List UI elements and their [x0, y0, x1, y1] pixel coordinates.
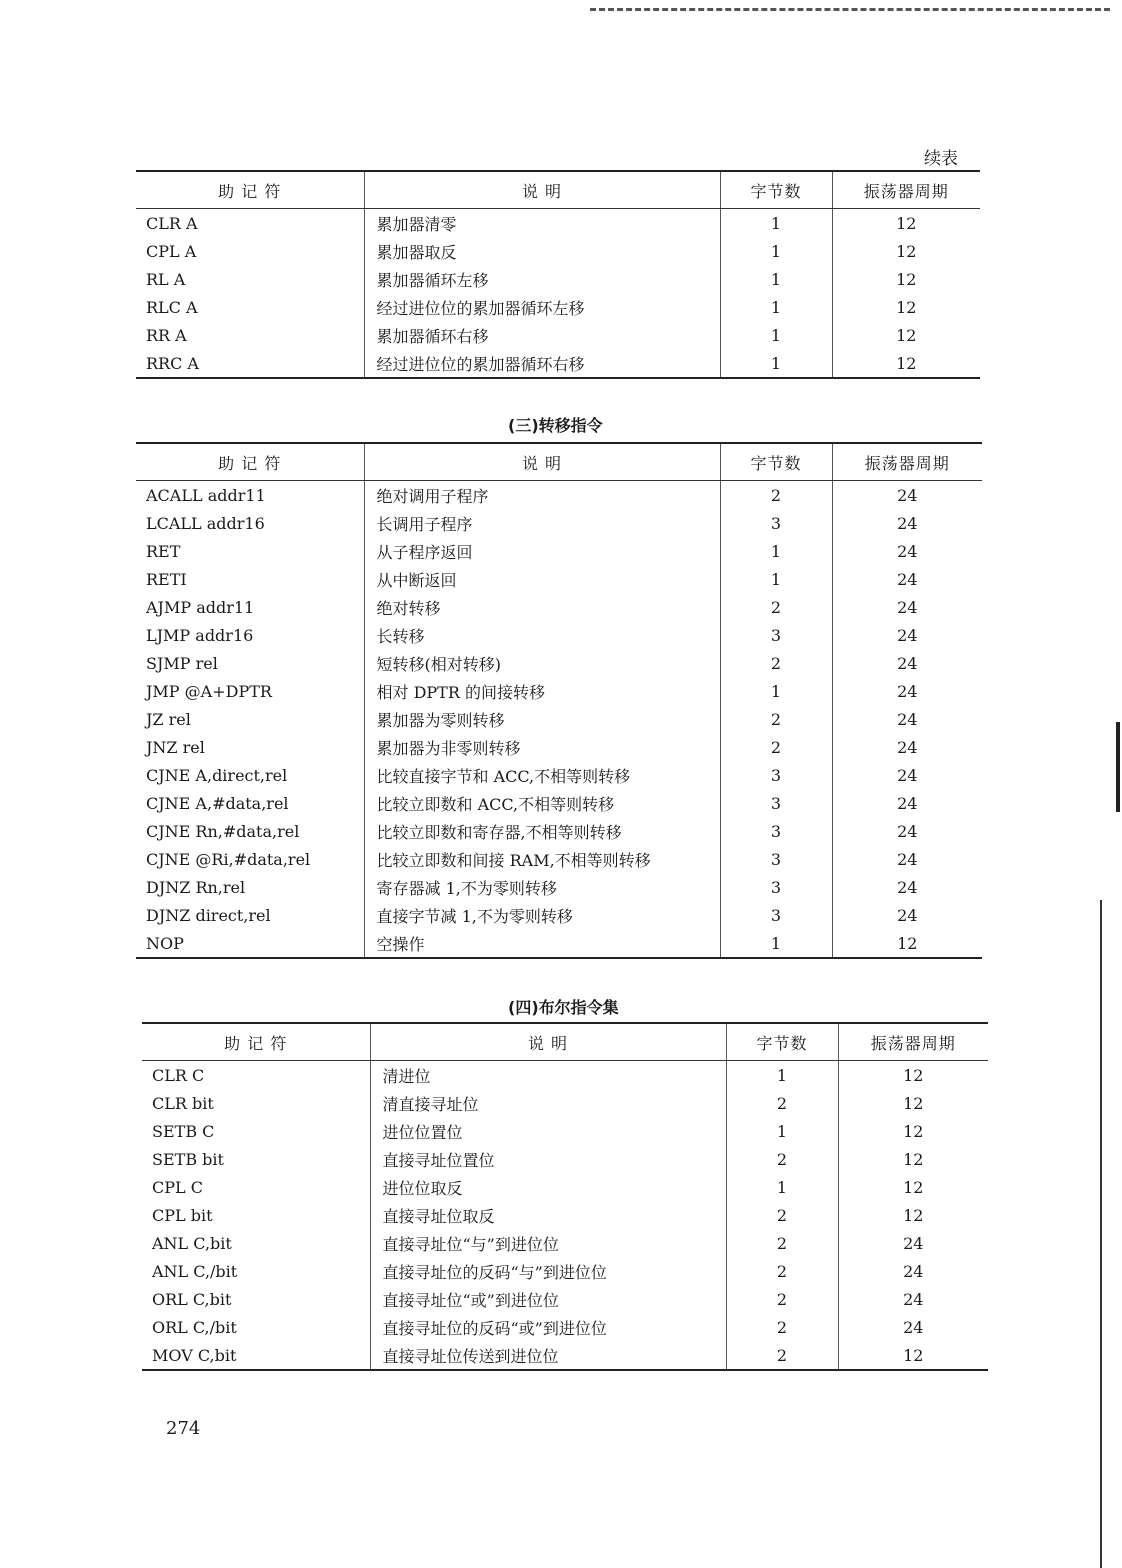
description-cell: 经过进位位的累加器循环左移 [364, 293, 720, 321]
table-row [136, 349, 980, 378]
table-row [142, 1089, 988, 1117]
description-cell: 直接寻址位的反码“与”到进位位 [370, 1257, 726, 1285]
cycles-cell: 12 [896, 297, 917, 317]
description-cell: 比较立即数和间接 RAM,不相等则转移 [364, 845, 720, 873]
description-cell: 累加器取反 [364, 237, 720, 265]
cycles-cell: 12 [903, 1093, 924, 1113]
description-cell: 从中断返回 [364, 565, 720, 593]
description-cell: 直接寻址位置位 [370, 1145, 726, 1173]
bytes-cell: 1 [720, 293, 832, 321]
mnemonic-cell: CPL A [136, 237, 364, 265]
bytes-cell: 3 [720, 845, 832, 873]
description-cell: 直接寻址位“与”到进位位 [370, 1229, 726, 1257]
header-bytes: 字节数 [726, 1023, 838, 1061]
table-row [142, 1061, 988, 1090]
cycles-cell: 24 [903, 1289, 924, 1309]
cycles-cell: 24 [897, 877, 918, 897]
description-cell: 直接字节减 1,不为零则转移 [364, 901, 720, 929]
mnemonic-cell: JZ rel [136, 705, 364, 733]
mnemonic-cell: RR A [136, 321, 364, 349]
bytes-cell: 1 [726, 1173, 838, 1201]
description-cell: 相对 DPTR 的间接转移 [364, 677, 720, 705]
bytes-cell: 1 [720, 537, 832, 565]
section-title-jump: (三)转移指令 [508, 416, 603, 435]
header-cycles: 振荡器周期 [832, 171, 980, 209]
bytes-cell: 2 [726, 1313, 838, 1341]
bytes-cell: 2 [726, 1089, 838, 1117]
description-cell: 从子程序返回 [364, 537, 720, 565]
table-row [136, 901, 982, 929]
description-cell: 累加器为非零则转移 [364, 733, 720, 761]
table-boolean-instructions [142, 1022, 988, 1371]
description-cell: 进位位取反 [370, 1173, 726, 1201]
description-cell: 比较直接字节和 ACC,不相等则转移 [364, 761, 720, 789]
table-row [136, 733, 982, 761]
description-cell: 清直接寻址位 [370, 1089, 726, 1117]
mnemonic-cell: CJNE A,direct,rel [136, 761, 364, 789]
mnemonic-cell: RET [136, 537, 364, 565]
mnemonic-cell: DJNZ Rn,rel [136, 873, 364, 901]
description-cell: 经过进位位的累加器循环右移 [364, 349, 720, 378]
cycles-cell: 12 [903, 1205, 924, 1225]
mnemonic-cell: ORL C,/bit [142, 1313, 370, 1341]
header-bytes: 字节数 [720, 171, 832, 209]
cycles-cell: 12 [903, 1065, 924, 1085]
cycles-cell: 24 [897, 485, 918, 505]
mnemonic-cell: RRC A [136, 349, 364, 378]
mnemonic-cell: ORL C,bit [142, 1285, 370, 1313]
bytes-cell: 1 [726, 1061, 838, 1090]
description-cell: 累加器清零 [364, 209, 720, 238]
table-row [136, 817, 982, 845]
description-cell: 长转移 [364, 621, 720, 649]
description-cell: 比较立即数和寄存器,不相等则转移 [364, 817, 720, 845]
bytes-cell: 1 [720, 677, 832, 705]
mnemonic-cell: DJNZ direct,rel [136, 901, 364, 929]
table-row [136, 845, 982, 873]
header-bytes: 字节数 [720, 443, 832, 481]
page-number: 274 [166, 1418, 201, 1439]
description-cell: 短转移(相对转移) [364, 649, 720, 677]
bytes-cell: 1 [726, 1117, 838, 1145]
cycles-cell: 12 [896, 353, 917, 373]
bytes-cell: 3 [720, 873, 832, 901]
mnemonic-cell: JMP @A+DPTR [136, 677, 364, 705]
cycles-cell: 24 [897, 793, 918, 813]
description-cell: 空操作 [364, 929, 720, 958]
mnemonic-cell: CJNE Rn,#data,rel [136, 817, 364, 845]
mnemonic-cell: SJMP rel [136, 649, 364, 677]
header-mnemonic: 助 记 符 [136, 171, 364, 209]
cycles-cell: 12 [903, 1345, 924, 1365]
mnemonic-cell: CLR A [136, 209, 364, 238]
bytes-cell: 2 [720, 649, 832, 677]
continued-label: 续表 [924, 149, 958, 169]
bytes-cell: 1 [720, 209, 832, 238]
bytes-cell: 1 [720, 237, 832, 265]
header-cycles: 振荡器周期 [838, 1023, 988, 1061]
table-row [136, 237, 980, 265]
cycles-cell: 24 [903, 1233, 924, 1253]
table-row [142, 1313, 988, 1341]
header-description: 说 明 [364, 443, 720, 481]
table-row [142, 1341, 988, 1370]
cycles-cell: 12 [903, 1149, 924, 1169]
description-cell: 长调用子程序 [364, 509, 720, 537]
mnemonic-cell: RL A [136, 265, 364, 293]
bytes-cell: 2 [726, 1229, 838, 1257]
header-description: 说 明 [364, 171, 720, 209]
bytes-cell: 3 [720, 901, 832, 929]
table-row [136, 789, 982, 817]
description-cell: 累加器为零则转移 [364, 705, 720, 733]
bytes-cell: 2 [720, 705, 832, 733]
table-row [136, 209, 980, 238]
bytes-cell: 1 [720, 565, 832, 593]
mnemonic-cell: CLR C [142, 1061, 370, 1090]
header-description: 说 明 [370, 1023, 726, 1061]
mnemonic-cell: CLR bit [142, 1089, 370, 1117]
mnemonic-cell: LJMP addr16 [136, 621, 364, 649]
bytes-cell: 1 [720, 349, 832, 378]
table-row [142, 1285, 988, 1313]
mnemonic-cell: RETI [136, 565, 364, 593]
description-cell: 绝对转移 [364, 593, 720, 621]
cycles-cell: 12 [896, 241, 917, 261]
mnemonic-cell: CPL bit [142, 1201, 370, 1229]
table-row [142, 1173, 988, 1201]
table-row [136, 265, 980, 293]
cycles-cell: 24 [897, 513, 918, 533]
header-cycles: 振荡器周期 [832, 443, 982, 481]
table-row [136, 593, 982, 621]
cycles-cell: 24 [903, 1261, 924, 1281]
table-row [136, 565, 982, 593]
bytes-cell: 2 [726, 1201, 838, 1229]
mnemonic-cell: CPL C [142, 1173, 370, 1201]
table-header-row [142, 1023, 988, 1061]
mnemonic-cell: CJNE @Ri,#data,rel [136, 845, 364, 873]
mnemonic-cell: MOV C,bit [142, 1341, 370, 1370]
header-mnemonic: 助 记 符 [136, 443, 364, 481]
table-row [142, 1201, 988, 1229]
table-row [136, 321, 980, 349]
mnemonic-cell: ANL C,/bit [142, 1257, 370, 1285]
cycles-cell: 24 [897, 905, 918, 925]
mnemonic-cell: JNZ rel [136, 733, 364, 761]
mnemonic-cell: SETB bit [142, 1145, 370, 1173]
mnemonic-cell: AJMP addr11 [136, 593, 364, 621]
description-cell: 直接寻址位传送到进位位 [370, 1341, 726, 1370]
table-row [136, 509, 982, 537]
table-row [142, 1229, 988, 1257]
bytes-cell: 2 [726, 1145, 838, 1173]
bytes-cell: 2 [720, 733, 832, 761]
description-cell: 寄存器减 1,不为零则转移 [364, 873, 720, 901]
description-cell: 累加器循环右移 [364, 321, 720, 349]
bytes-cell: 3 [720, 789, 832, 817]
description-cell: 绝对调用子程序 [364, 481, 720, 510]
cycles-cell: 12 [896, 213, 917, 233]
mnemonic-cell: ANL C,bit [142, 1229, 370, 1257]
cycles-cell: 24 [903, 1317, 924, 1337]
bytes-cell: 2 [726, 1257, 838, 1285]
table-row [142, 1145, 988, 1173]
table-row [136, 293, 980, 321]
cycles-cell: 24 [897, 541, 918, 561]
bytes-cell: 3 [720, 817, 832, 845]
table-jump-instructions [136, 442, 982, 959]
description-cell: 直接寻址位的反码“或”到进位位 [370, 1313, 726, 1341]
cycles-cell: 24 [897, 569, 918, 589]
table-row [136, 621, 982, 649]
bytes-cell: 1 [720, 929, 832, 958]
bytes-cell: 3 [720, 621, 832, 649]
cycles-cell: 24 [897, 737, 918, 757]
table-row [136, 761, 982, 789]
cycles-cell: 24 [897, 625, 918, 645]
scan-edge-mark [1116, 722, 1120, 812]
cycles-cell: 24 [897, 709, 918, 729]
bytes-cell: 2 [720, 593, 832, 621]
table-row [136, 537, 982, 565]
bytes-cell: 1 [720, 321, 832, 349]
mnemonic-cell: SETB C [142, 1117, 370, 1145]
section-title-boolean: (四)布尔指令集 [508, 998, 619, 1017]
bytes-cell: 1 [720, 265, 832, 293]
bytes-cell: 2 [726, 1341, 838, 1370]
description-cell: 累加器循环左移 [364, 265, 720, 293]
table-row [142, 1257, 988, 1285]
table-row [136, 677, 982, 705]
cycles-cell: 24 [897, 681, 918, 701]
description-cell: 直接寻址位“或”到进位位 [370, 1285, 726, 1313]
bytes-cell: 3 [720, 509, 832, 537]
mnemonic-cell: CJNE A,#data,rel [136, 789, 364, 817]
table-row [136, 649, 982, 677]
cycles-cell: 24 [897, 653, 918, 673]
mnemonic-cell: RLC A [136, 293, 364, 321]
cycles-cell: 24 [897, 765, 918, 785]
table-row [136, 873, 982, 901]
cycles-cell: 12 [903, 1121, 924, 1141]
header-mnemonic: 助 记 符 [142, 1023, 370, 1061]
description-cell: 比较立即数和 ACC,不相等则转移 [364, 789, 720, 817]
description-cell: 进位位置位 [370, 1117, 726, 1145]
bytes-cell: 2 [726, 1285, 838, 1313]
description-cell: 清进位 [370, 1061, 726, 1090]
mnemonic-cell: NOP [136, 929, 364, 958]
table-header-row [136, 171, 980, 209]
cycles-cell: 12 [897, 933, 918, 953]
table-accumulator-ops [136, 170, 980, 379]
cycles-cell: 24 [897, 597, 918, 617]
cycles-cell: 12 [896, 325, 917, 345]
table-row [136, 705, 982, 733]
table-header-row [136, 443, 982, 481]
cycles-cell: 12 [896, 269, 917, 289]
mnemonic-cell: ACALL addr11 [136, 481, 364, 510]
bytes-cell: 2 [720, 481, 832, 510]
table-row [142, 1117, 988, 1145]
table-row [136, 929, 982, 958]
description-cell: 直接寻址位取反 [370, 1201, 726, 1229]
top-dashed-rule [590, 8, 1110, 11]
cycles-cell: 24 [897, 821, 918, 841]
cycles-cell: 24 [897, 849, 918, 869]
mnemonic-cell: LCALL addr16 [136, 509, 364, 537]
cycles-cell: 12 [903, 1177, 924, 1197]
scan-edge-line [1100, 900, 1102, 1568]
bytes-cell: 3 [720, 761, 832, 789]
table-row [136, 481, 982, 510]
